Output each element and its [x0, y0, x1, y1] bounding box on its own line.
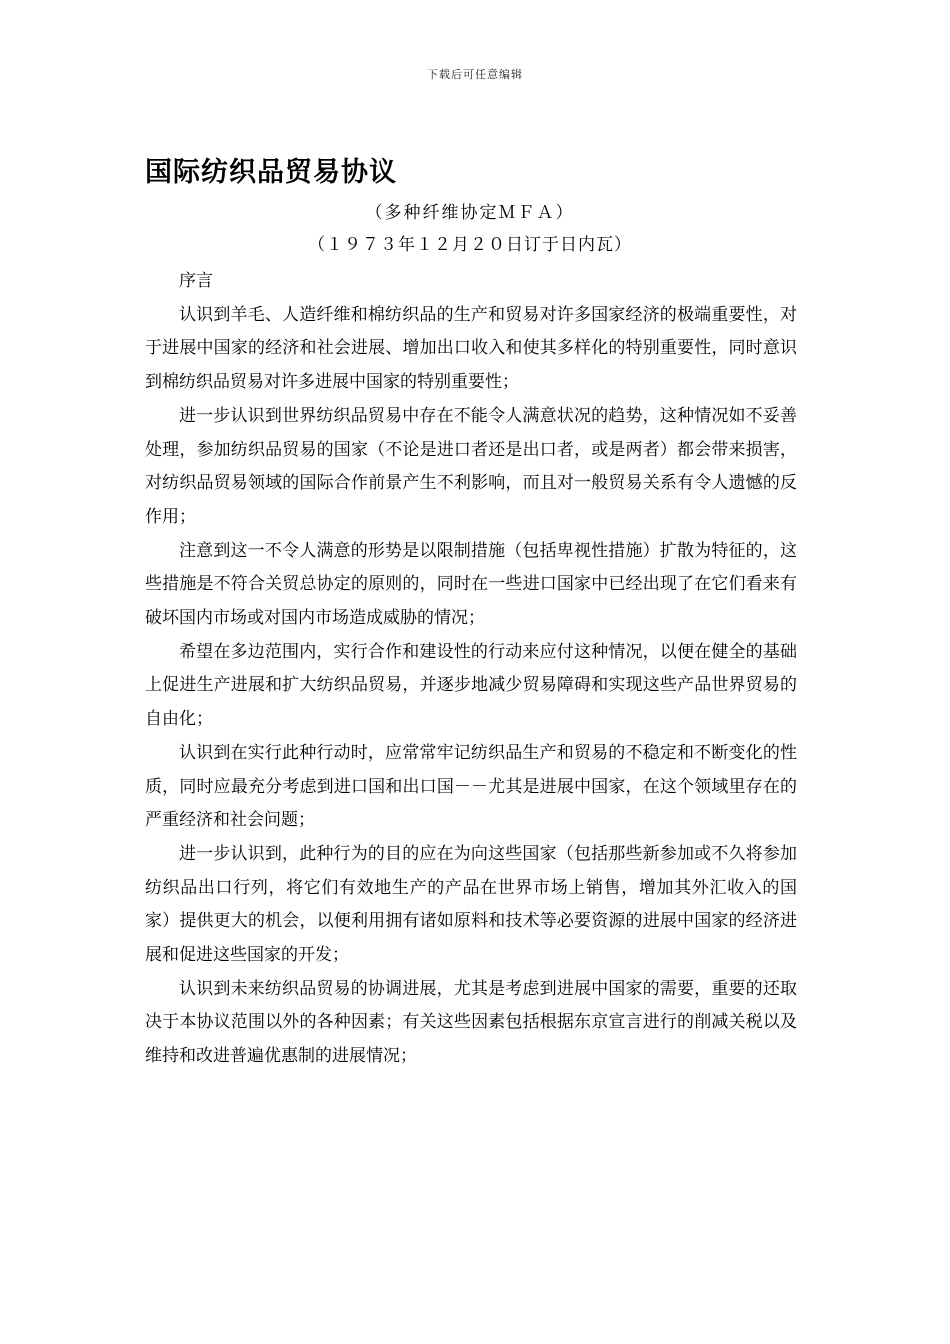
document-subtitle-agreement: （多种纤维协定ＭＦＡ） [365, 203, 575, 223]
document-title: 国际纺织品贸易协议 [145, 157, 397, 188]
paragraph: 认识到在实行此种行动时，应常常牢记纺织品生产和贸易的不稳定和不断变化的性质，同时应最充分考虑到进口国和出口国－－尤其是进展中国家，在这个领域里存在的严重经济和社会问题； [145, 742, 797, 831]
paragraph: 希望在多边范围内，实行合作和建设性的行动来应付这种情况，以便在健全的基础上促进生产进展和扩大纺织品贸易，并逐步地减少贸易障碍和实现这些产品世界贸易的自由化； [145, 641, 797, 730]
paragraph: 进一步认识到世界纺织品贸易中存在不能令人满意状况的趋势，这种情况如不妥善处理，参加纺织品贸易的国家（不论是进口者还是出口者，或是两者）都会带来损害，对纺织品贸易领域的国际合作前景产生不利影响，而且对一般贸易关系有令人遗憾的反作用； [145, 405, 797, 527]
document-subtitle-date: （１９７３年１２月２０日订于日内瓦） [308, 235, 632, 255]
paragraph: 注意到这一不令人满意的形势是以限制措施（包括卑视性措施）扩散为特征的，这些措施是不符合关贸总协定的原则的，同时在一些进口国家中已经出现了在它们看来有破坏国内市场或对国内市场造成威胁的情况； [145, 540, 797, 629]
document-body [145, 265, 797, 1074]
paragraph: 认识到羊毛、人造纤维和棉纺织品的生产和贸易对许多国家经济的极端重要性，对于进展中国家的经济和社会进展、增加出口收入和使其多样化的特别重要性，同时意识到棉纺织品贸易对许多进展中国家的特别重要性； [145, 304, 797, 393]
section-heading-preamble: 序言 [179, 271, 213, 291]
paragraph: 认识到未来纺织品贸易的协调进展，尤其是考虑到进展中国家的需要，重要的还取决于本协议范围以外的各种因素；有关这些因素包括根据东京宣言进行的削减关税以及维持和改进普遍优惠制的进展情况； [145, 978, 797, 1067]
page-header-note: 下载后可任意编辑 [427, 68, 523, 81]
paragraph: 进一步认识到，此种行为的目的应在为向这些国家（包括那些新参加或不久将参加纺织品出口行列，将它们有效地生产的产品在世界市场上销售，增加其外汇收入的国家）提供更大的机会，以便利用拥有诸如原料和技术等必要资源的进展中国家的经济进展和促进这些国家的开发； [145, 843, 797, 966]
